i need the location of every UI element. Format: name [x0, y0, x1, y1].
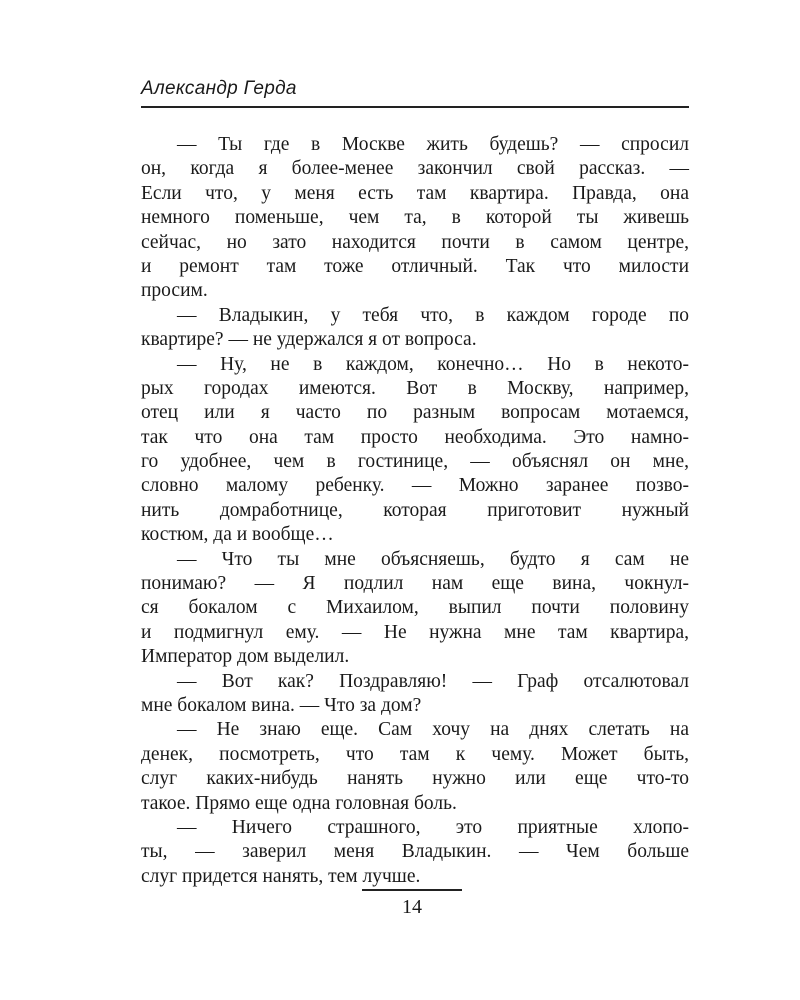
text-line: понимаю? — Я подлил нам еще вина, чокнул- [141, 573, 689, 595]
text-line: — Что ты мне объясняешь, будто я сам не [177, 548, 689, 570]
text-line: рых городах имеются. Вот в Москву, например, [141, 377, 689, 399]
text-line: такое. Прямо еще одна головная боль. [141, 792, 457, 814]
text-line: ся бокалом с Михаилом, выпил почти половину [141, 597, 689, 619]
text-line: — Ну, не в каждом, конечно… Но в некото- [177, 353, 689, 375]
text-line: немного поменьше, чем та, в которой ты живешь [141, 207, 689, 229]
text-line: — Ты где в Москве жить будешь? — спросил [177, 134, 689, 155]
text-line: — Владыкин, у тебя что, в каждом городе по [177, 304, 689, 326]
text-line: го удобнее, чем в гостинице, — объяснял он мне, [141, 451, 689, 473]
text-line: — Не знаю еще. Сам хочу на днях слетать на [177, 719, 689, 741]
text-line: денек, посмотреть, что там к чему. Может быть, [141, 743, 689, 765]
text-line: просим. [141, 280, 208, 302]
text-line: слуг каких-нибудь нанять нужно или еще что-то [141, 768, 689, 790]
page-number: 14 [402, 896, 422, 918]
footer-divider [362, 889, 462, 891]
text-line: словно малому ребенку. — Можно заранее позво- [141, 475, 689, 497]
text-line: Император дом выделил. [141, 646, 350, 668]
text-line: слуг придется нанять, тем лучше. [141, 865, 421, 887]
text-line: так что она там просто необходима. Это намно- [141, 426, 689, 448]
body-text [141, 133, 689, 889]
text-line: костюм, да и вообще… [141, 524, 334, 546]
text-line: он, когда я более-менее закончил свой рассказ. — [141, 158, 689, 180]
text-line: нить домработнице, которая приготовит нужный [141, 499, 689, 521]
running-head-author: Александр Герда [141, 78, 297, 99]
text-line: и подмигнул ему. — Не нужна мне там квартира, [141, 621, 689, 643]
text-line: Если что, у меня есть там квартира. Правда, она [141, 182, 689, 204]
text-line: квартире? — не удержался я от вопроса. [141, 329, 477, 351]
text-line: ты, — заверил меня Владыкин. — Чем больше [141, 841, 689, 863]
text-line: — Ничего страшного, это приятные хлопо- [177, 816, 689, 838]
text-line: — Вот как? Поздравляю! — Граф отсалютовал [177, 670, 689, 692]
text-line: и ремонт там тоже отличный. Так что милости [141, 255, 689, 277]
text-line: сейчас, но зато находится почти в самом центре, [141, 231, 689, 253]
text-line: мне бокалом вина. — Что за дом? [141, 694, 422, 716]
header-divider [141, 106, 689, 108]
text-line: отец или я часто по разным вопросам мотаемся, [141, 402, 689, 424]
